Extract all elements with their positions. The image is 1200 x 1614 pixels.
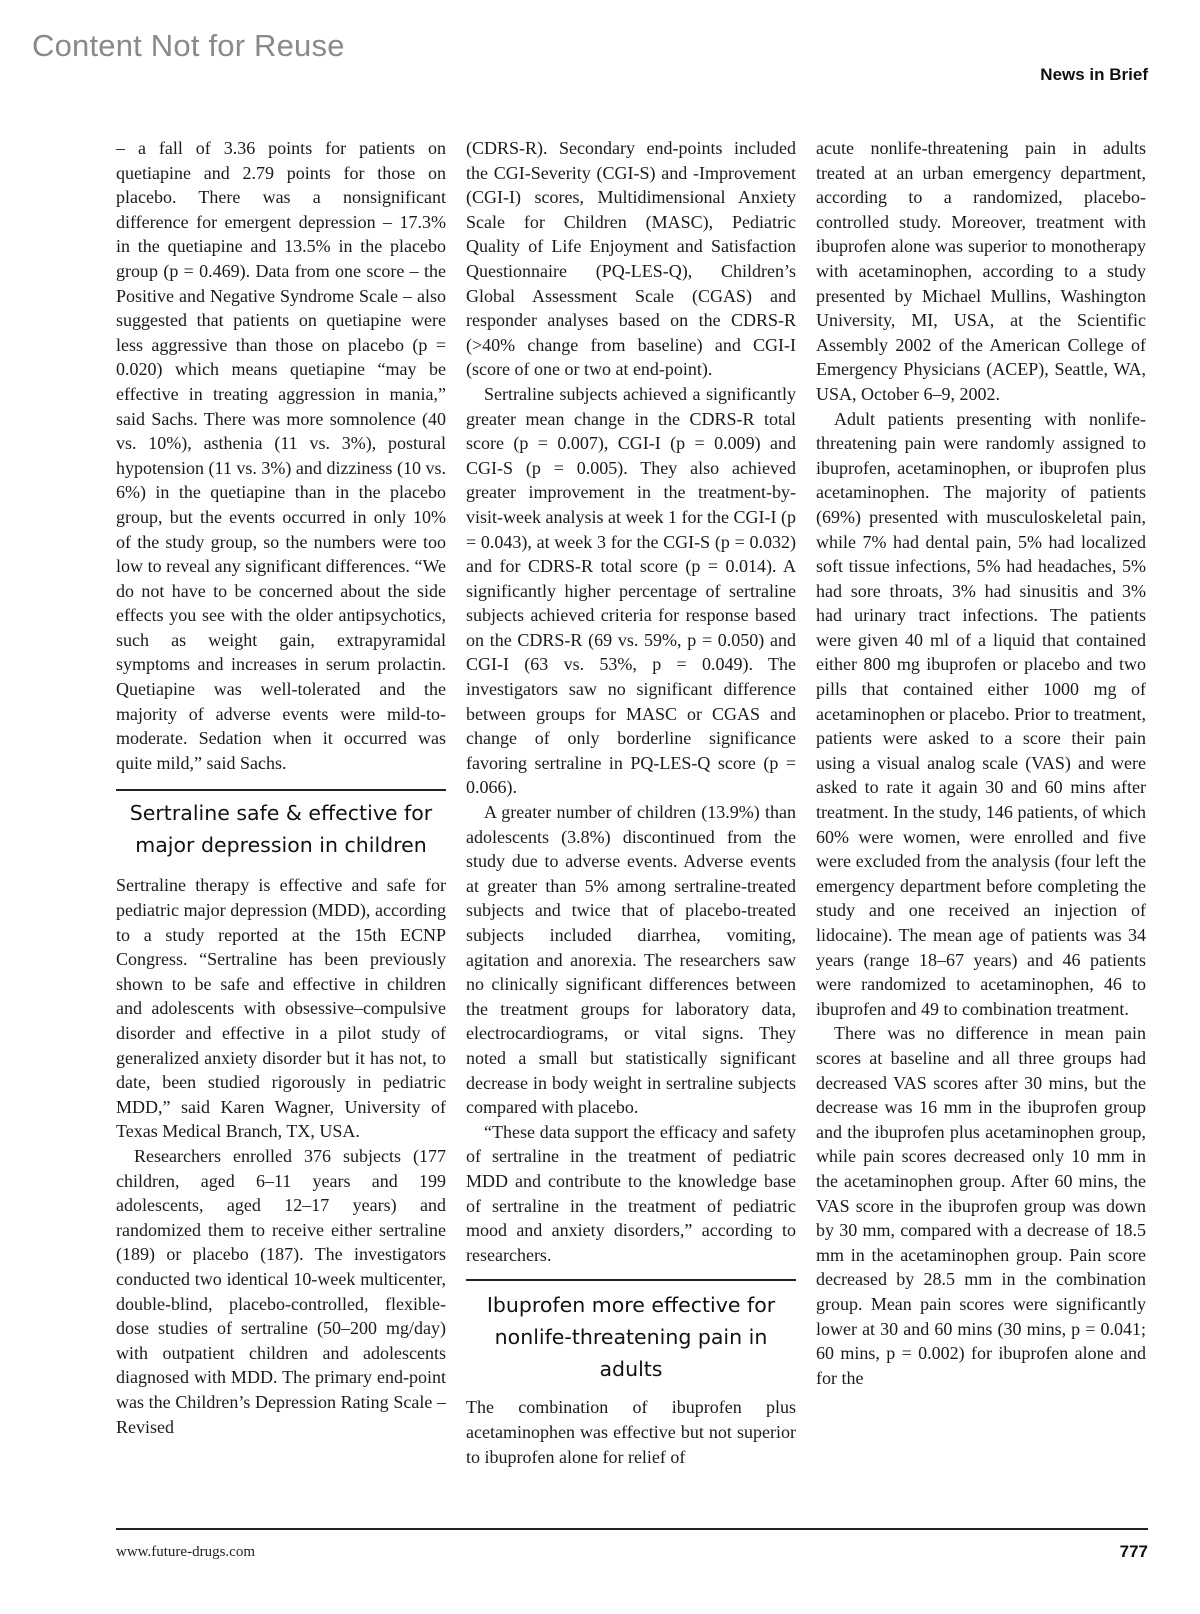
paragraph: “These data support the efficacy and safety of sertraline in the treatment of pediatric MDD and contribute to the knowledge base of sertraline in the treatment of pediatric mood and anxiety disorders,” according to researchers. (466, 1121, 796, 1265)
paragraph: Adult patients presenting with nonlife-threatening pain were randomly assigned to ibuprofen, acetaminophen, or ibuprofen plus acetaminophen. The majority of patients (69%) presented with musculoskeletal pain, while 7% had dental pain, 5% had localized soft tissue infections, 5% had headaches, 5% had sore throats, 3% had sinusitis and 3% had urinary tract infections. The patients were given 40 ml of a liquid that contained either 800 mg ibuprofen or placebo and two pills that contained either 1000 mg of acetaminophen or placebo. Prior to treatment, patients were asked to a score their pain using a visual analog scale (VAS) and were asked to rate it again 30 and 60 mins after treatment. In the study, 146 patients, of which 60% were women, were enrolled and five were excluded from the analysis (four left the emergency department before completing the study and one received an injection of lidocaine). The mean age of patients was 34 years (range 18–67 years) and 46 patients were randomized to acetaminophen, 46 to ibuprofen and 49 to combination treatment. (816, 408, 1146, 1019)
article-heading-ibuprofen: Ibuprofen more effective for nonlife-threatening pain in adults (466, 1279, 796, 1385)
paragraph: There was no difference in mean pain scores at baseline and all three groups had decreased VAS scores after 30 mins, but the decrease was 16 mm in the ibuprofen group and the ibuprofen plus acetaminophen group, while pain scores decreased only 10 mm in the acetaminophen group. After 60 mins, the VAS score in the ibuprofen group was down by 30 mm, compared with a decrease of 18.5 mm in the acetaminophen group. Pain score decreased by 28.5 mm in the combination group. Mean pain scores were significantly lower at 30 and 60 mins (30 mins, p = 0.041; 60 mins, p = 0.002) for ibuprofen alone and for the (816, 1023, 1146, 1388)
column-1 (116, 136, 446, 1439)
paragraph: The combination of ibuprofen plus acetaminophen was effective but not superior to ibuprofen alone for relief of (466, 1397, 796, 1467)
paragraph: A greater number of children (13.9%) than adolescents (3.8%) discontinued from the study due to adverse events. Adverse events at greater than 5% among sertraline-treated subjects and twice that of placebo-treated subjects included diarrhea, vomiting, agitation and anorexia. The researchers saw no clinically significant differences between the treatment groups for laboratory data, electrocardiograms, or vital signs. They noted a small but statistically significant decrease in body weight in sertraline subjects compared with placebo. (466, 802, 796, 1118)
footer-divider (116, 1528, 1148, 1530)
column-2 (466, 136, 796, 1469)
paragraph: Sertraline subjects achieved a significantly greater mean change in the CDRS-R total score (p = 0.007), CGI-I (p = 0.009) and CGI-S (p = 0.005). They also achieved greater improvement in the treatment-by-visit-week analysis at week 1 for the CGI-I (p = 0.043), at week 3 for the CGI-S (p = 0.032) and for CDRS-R total score (p = 0.014). A significantly higher percentage of sertraline subjects achieved criteria for response based on the CDRS-R (69 vs. 59%, p = 0.050) and CGI-I (63 vs. 53%, p = 0.049). The investigators saw no significant difference between groups for MASC or CGAS and change of only borderline significance favoring sertraline in PQ-LES-Q score (p = 0.066). (466, 383, 796, 798)
page-number: 777 (1119, 1542, 1148, 1561)
section-label: News in Brief (1040, 65, 1148, 84)
paragraph: Sertraline therapy is effective and safe for pediatric major depression (MDD), according to a study reported at the 15th ECNP Congress. “Sertraline has been previously shown to be safe and effective in children and adolescents with obsessive–compulsive disorder and effective in a pilot study of generalized anxiety disorder but it has not, to date, been studied rigorously in pediatric MDD,” said Karen Wagner, University of Texas Medical Branch, TX, USA. (116, 875, 446, 1142)
footer-url: www.future-drugs.com (116, 1544, 255, 1560)
column-3 (816, 136, 1146, 1390)
article-heading-sertraline: Sertraline safe & effective for major depression in children (116, 789, 446, 861)
paragraph: acute nonlife-threatening pain in adults treated at an urban emergency department, according to a randomized, placebo-controlled study. Moreover, treatment with ibuprofen alone was superior to monotherapy with acetaminophen, according to a study presented by Michael Mullins, Washington University, MI, USA, at the Scientific Assembly 2002 of the American College of Emergency Physicians (ACEP), Seattle, WA, USA, October 6–9, 2002. (816, 138, 1146, 404)
paragraph: (CDRS-R). Secondary end-points included the CGI-Severity (CGI-S) and -Improvement (CGI-I) scores, Multidimensional Anxiety Scale for Children (MASC), Pediatric Quality of Life Enjoyment and Satisfaction Questionnaire (PQ-LES-Q), Children’s Global Assessment Scale (CGAS) and responder analyses based on the CDRS-R (>40% change from baseline) and CGI-I (score of one or two at end-point). (466, 138, 796, 380)
paragraph: Researchers enrolled 376 subjects (177 children, aged 6–11 years and 199 adolescents, aged 12–17 years) and randomized them to receive either sertraline (189) or placebo (187). The investigators conducted two identical 10-week multicenter, double-blind, placebo-controlled, flexible-dose studies of sertraline (50–200 mg/day) with outpatient children and adolescents diagnosed with MDD. The primary end-point was the Children’s Depression Rating Scale – Revised (116, 1145, 446, 1437)
watermark-text: Content Not for Reuse (32, 28, 345, 63)
paragraph: – a fall of 3.36 points for patients on quetiapine and 2.79 points for those on placebo. There was a nonsignificant difference for emergent depression – 17.3% in the quetiapine and 13.5% in the placebo group (p = 0.469). Data from one score – the Positive and Negative Syndrome Scale – also suggested that patients on quetiapine were less aggressive than those on placebo (p = 0.020) which means quetiapine “may be effective in treating aggression in mania,” said Sachs. There was more somnolence (40 vs. 10%), asthenia (11 vs. 3%), postural hypotension (11 vs. 3%) and dizziness (10 vs. 6%) in the quetiapine than in the placebo group, but the events occurred in only 10% of the study group, so the numbers were too low to reveal any significant differences. “We do not have to be concerned about the side effects you see with the older antipsychotics, such as weight gain, extrapyramidal symptoms and increases in serum prolactin. Quetiapine was well-tolerated and the majority of adverse events were mild-to-moderate. Sedation when it occurred was quite mild,” said Sachs. (116, 138, 446, 773)
